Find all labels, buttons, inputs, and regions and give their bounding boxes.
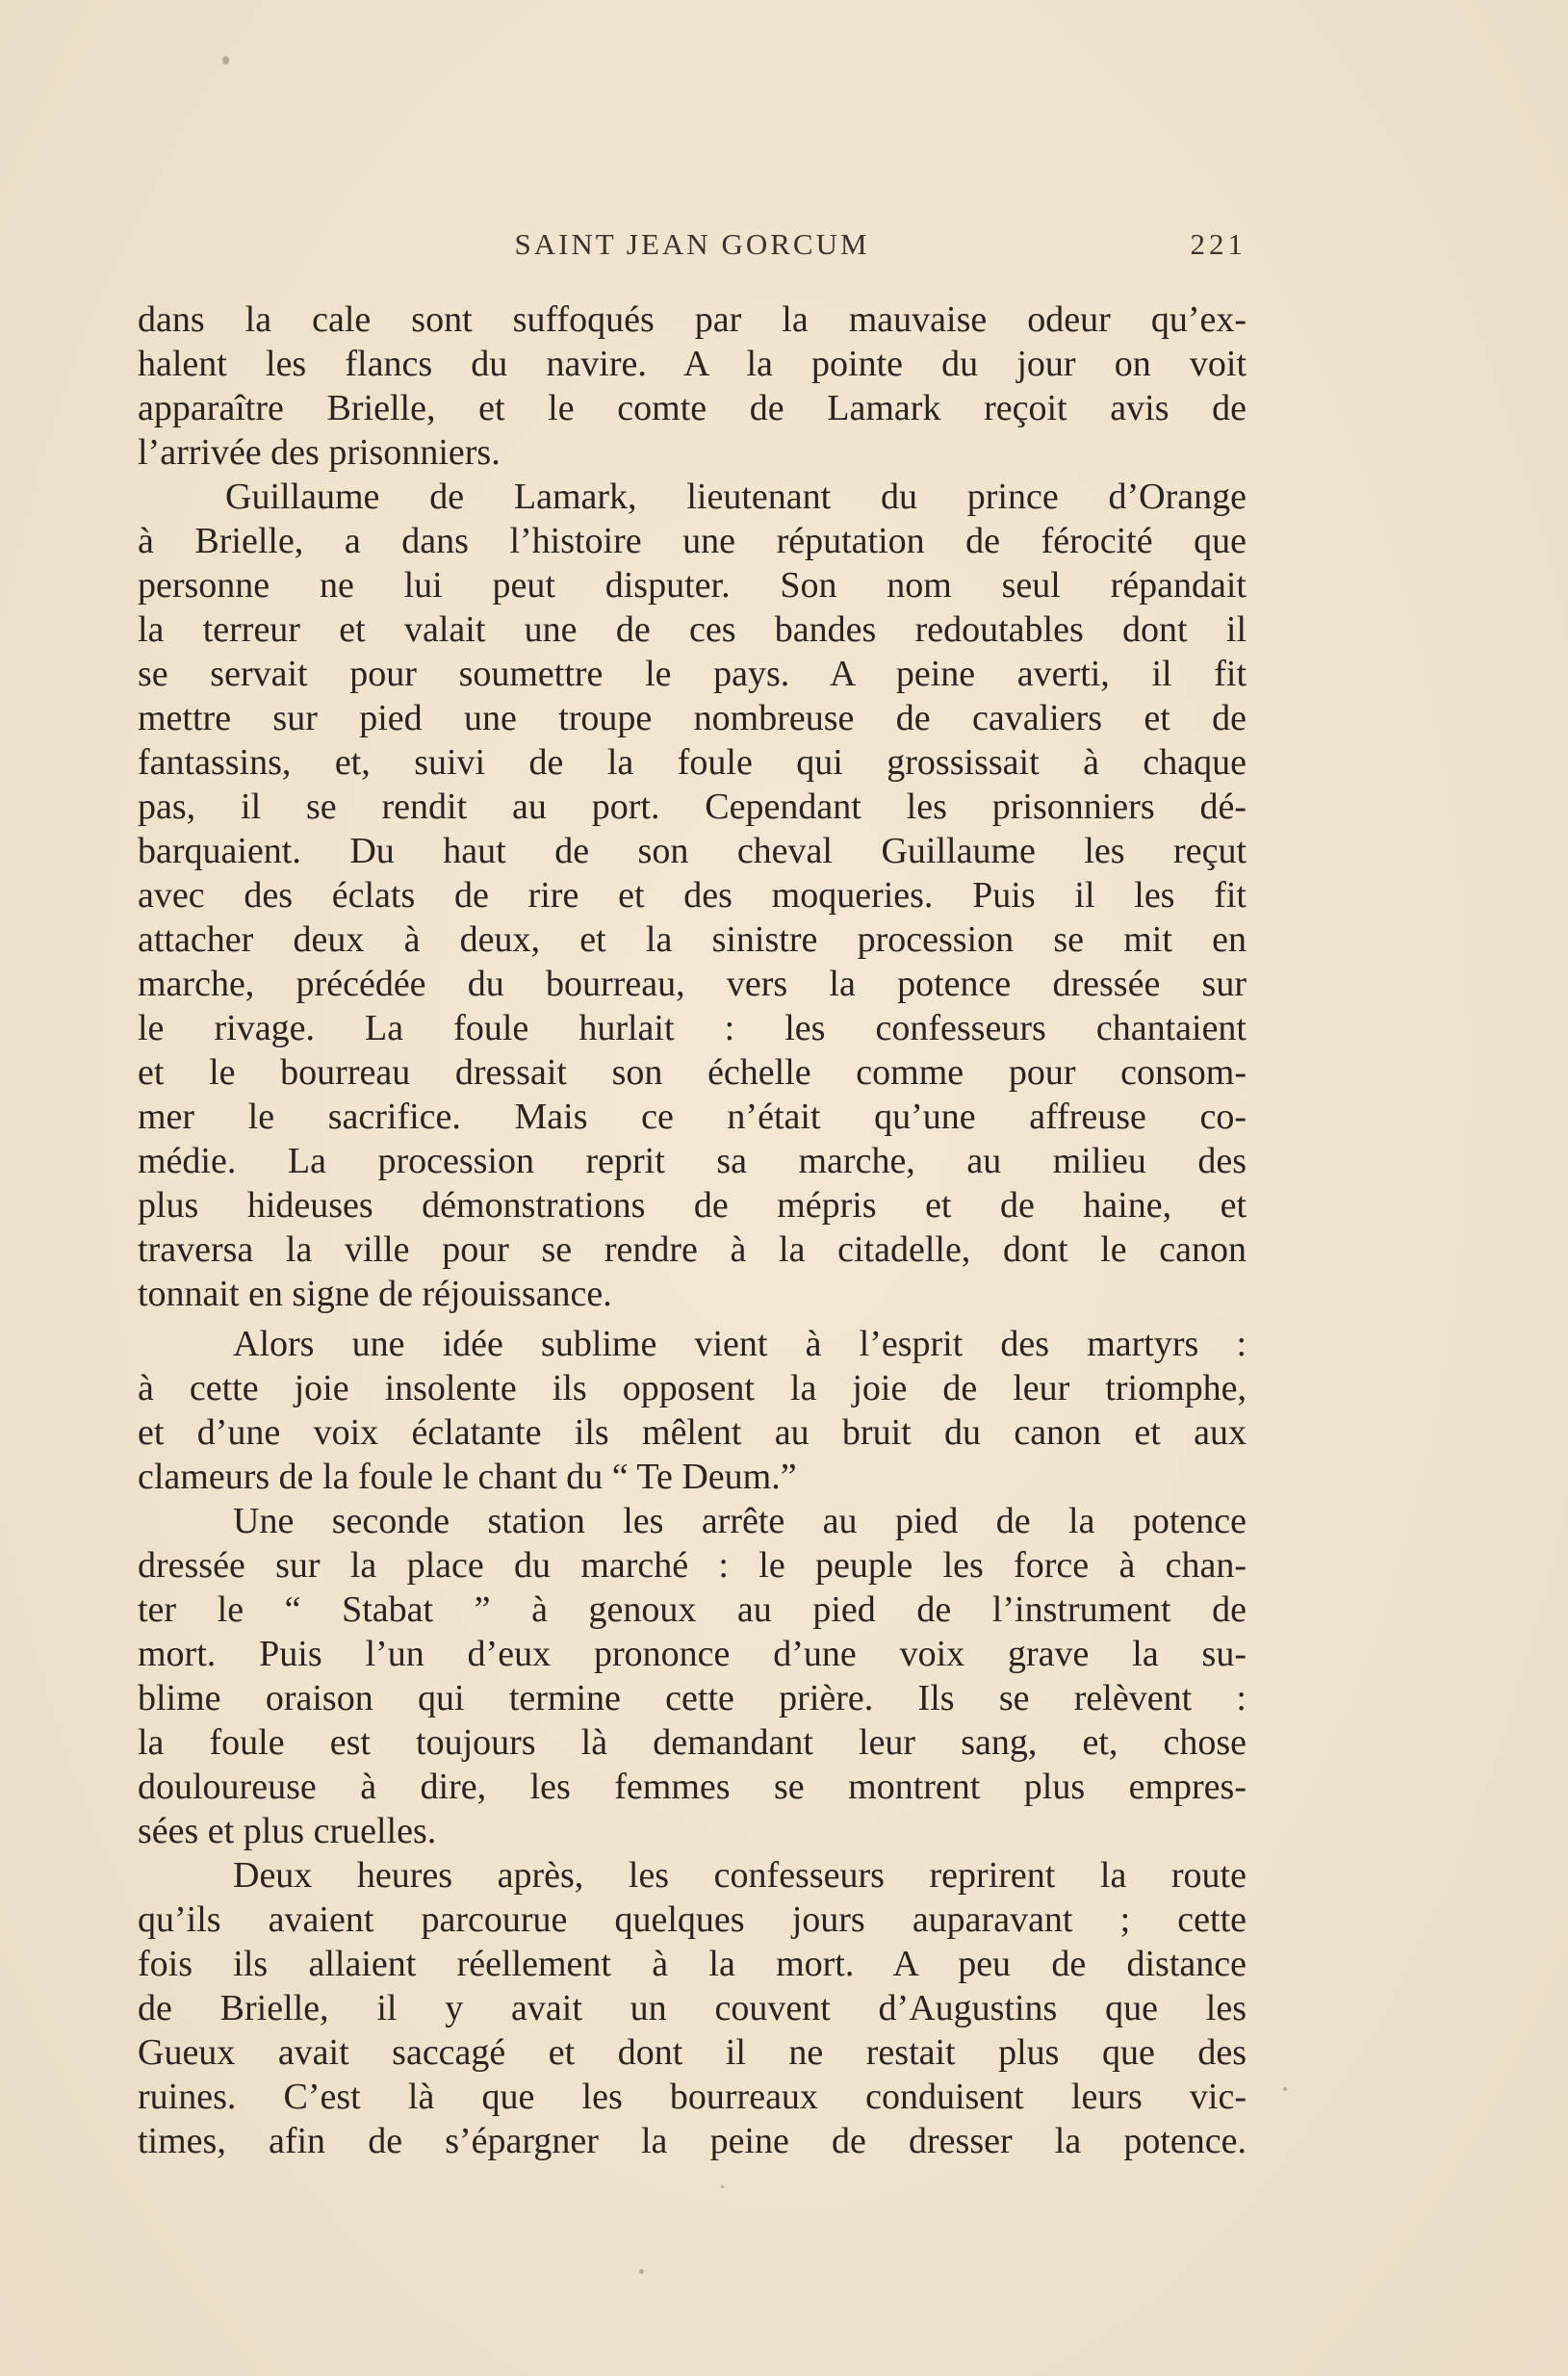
- text-line: à Brielle, a dans l’histoire une réputation de férocité que: [138, 521, 1247, 561]
- text-line: halent les flancs du navire. A la pointe du jour on voit: [138, 344, 1247, 384]
- text-line: times, afin de s’épargner la peine de dresser la potence.: [138, 2121, 1247, 2161]
- page-number: 221: [1190, 227, 1247, 261]
- text-line: médie. La procession reprit sa marche, au milieu des: [138, 1141, 1247, 1181]
- paragraph: [138, 475, 1247, 1316]
- paper-speck: [222, 56, 229, 65]
- text-line: traversa la ville pour se rendre à la citadelle, dont le canon: [138, 1229, 1247, 1270]
- text-line: marche, précédée du bourreau, vers la potence dressée sur: [138, 964, 1247, 1004]
- text-line: pas, il se rendit au port. Cependant les prisonniers dé-: [138, 787, 1247, 827]
- text-line: la terreur et valait une de ces bandes redoutables dont il: [138, 609, 1247, 650]
- text-line: de Brielle, il y avait un couvent d’Augustins que les: [138, 1988, 1247, 2028]
- running-head: [138, 227, 1247, 266]
- paper-speck: [639, 2269, 644, 2274]
- text-line: ter le “ Stabat ” à genoux au pied de l’instrument de: [138, 1589, 1247, 1630]
- text-line: personne ne lui peut disputer. Son nom seul répandait: [138, 565, 1247, 606]
- text-line: barquaient. Du haut de son cheval Guillaume les reçut: [138, 831, 1247, 871]
- text-line: fantassins, et, suivi de la foule qui grossissait à chaque: [138, 742, 1247, 783]
- text-line: Deux heures après, les confesseurs reprirent la route: [233, 1855, 1247, 1896]
- text-line: plus hideuses démonstrations de mépris et de haine, et: [138, 1185, 1247, 1226]
- text-line: le rivage. La foule hurlait : les confesseurs chantaient: [138, 1008, 1247, 1048]
- text-line: et le bourreau dressait son échelle comme pour consom-: [138, 1052, 1247, 1093]
- body-text: [138, 297, 1247, 2163]
- text-line: clameurs de la foule le chant du “ Te Deum.”: [138, 1457, 797, 1497]
- text-line: tonnait en signe de réjouissance.: [138, 1274, 612, 1314]
- text-line: mettre sur pied une troupe nombreuse de cavaliers et de: [138, 698, 1247, 738]
- text-line: sées et plus cruelles.: [138, 1811, 437, 1851]
- text-line: ruines. C’est là que les bourreaux conduisent leurs vic-: [138, 2077, 1247, 2117]
- paragraph: [138, 1499, 1247, 1853]
- text-line: se servait pour soumettre le pays. A peine averti, il fit: [138, 654, 1247, 694]
- text-line: Une seconde station les arrête au pied de la potence: [233, 1501, 1247, 1541]
- text-line: mort. Puis l’un d’eux prononce d’une voix grave la su-: [138, 1634, 1247, 1674]
- text-line: dans la cale sont suffoqués par la mauvaise odeur qu’ex-: [138, 299, 1247, 340]
- text-line: la foule est toujours là demandant leur sang, et, chose: [138, 1722, 1247, 1763]
- text-line: et d’une voix éclatante ils mêlent au bruit du canon et aux: [138, 1412, 1247, 1453]
- running-title: SAINT JEAN GORCUM: [514, 227, 870, 261]
- text-line: mer le sacrifice. Mais ce n’était qu’une affreuse co-: [138, 1097, 1247, 1137]
- paper-speck: [721, 2185, 724, 2188]
- text-line: douloureuse à dire, les femmes se montrent plus empres-: [138, 1767, 1247, 1807]
- text-line: avec des éclats de rire et des moqueries. Puis il les fit: [138, 875, 1247, 916]
- text-line: attacher deux à deux, et la sinistre procession se mit en: [138, 919, 1247, 960]
- text-line: qu’ils avaient parcourue quelques jours auparavant ; cette: [138, 1899, 1247, 1940]
- text-line: dressée sur la place du marché : le peuple les force à chan-: [138, 1545, 1247, 1586]
- text-line: fois ils allaient réellement à la mort. A peu de distance: [138, 1944, 1247, 1984]
- paragraph: [138, 1322, 1247, 1499]
- text-line: Gueux avait saccagé et dont il ne restait plus que des: [138, 2032, 1247, 2073]
- text-line: Guillaume de Lamark, lieutenant du prince d’Orange: [225, 477, 1247, 517]
- paper-speck: [1283, 2087, 1287, 2091]
- text-line: Alors une idée sublime vient à l’esprit des martyrs :: [233, 1324, 1247, 1364]
- text-line: apparaître Brielle, et le comte de Lamark reçoit avis de: [138, 388, 1247, 428]
- paragraph: [138, 297, 1247, 475]
- paragraph: [138, 1853, 1247, 2163]
- text-line: l’arrivée des prisonniers.: [138, 432, 501, 473]
- text-line: à cette joie insolente ils opposent la joie de leur triomphe,: [138, 1368, 1247, 1408]
- text-line: blime oraison qui termine cette prière. Ils se relèvent :: [138, 1678, 1247, 1718]
